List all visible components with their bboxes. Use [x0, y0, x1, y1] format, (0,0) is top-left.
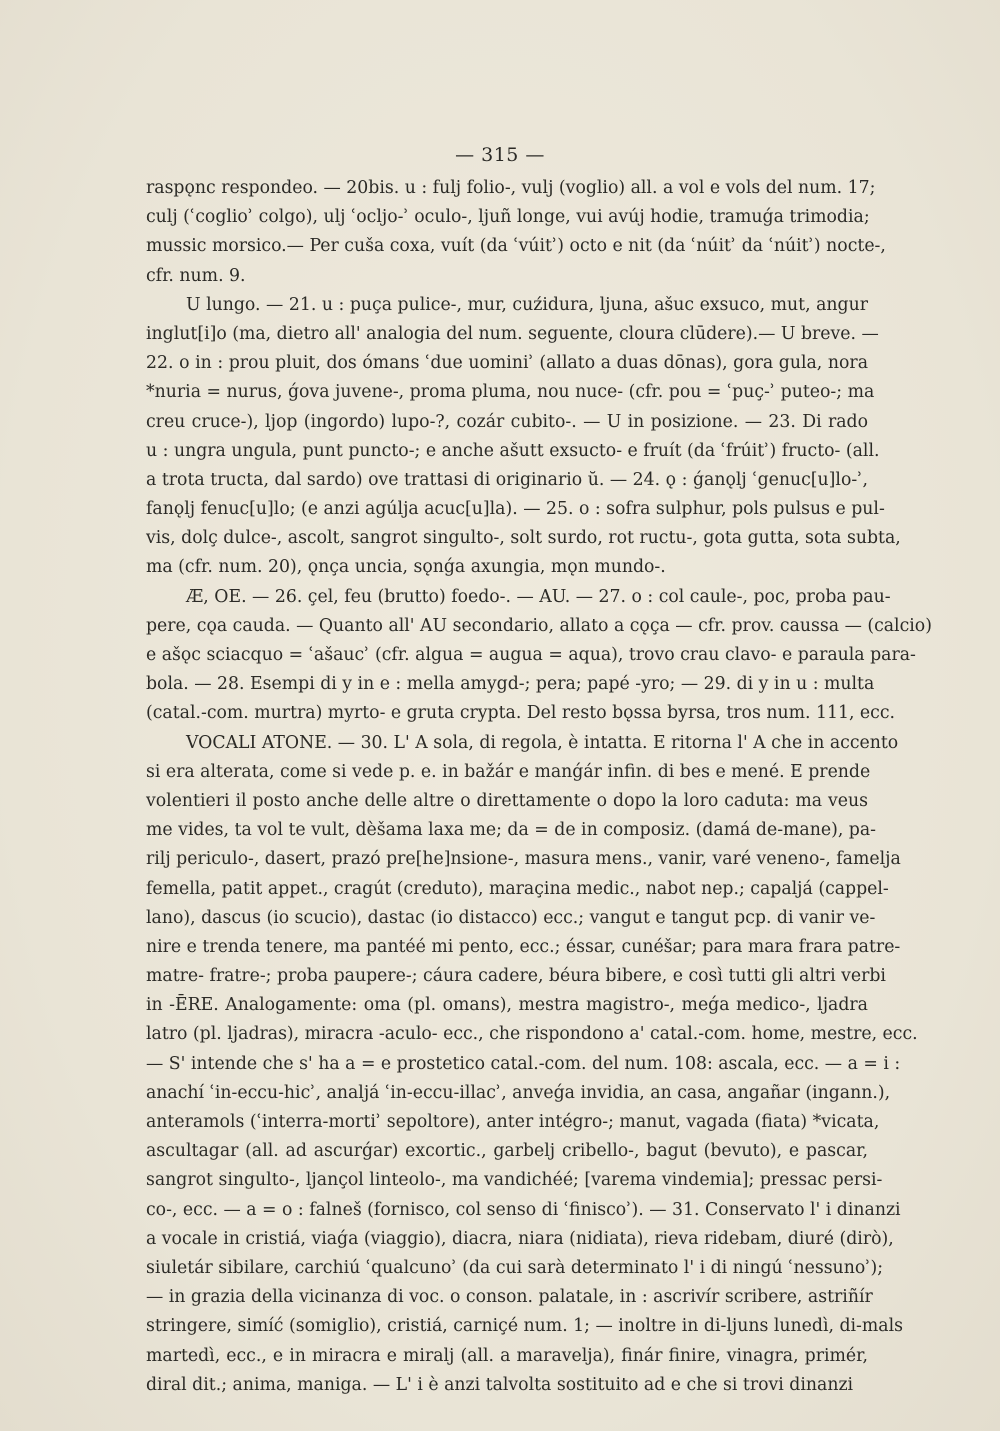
text-line: VOCALI ATONE. — 30. L' A sola, di regola, è intatta. E ritorna l' A che in accento	[186, 732, 899, 753]
text-line: u : ungra ungula, punt puncto-; e anche ašutt exsucto- e fruít (da ʿfrúitʾ) fructo- (all.	[146, 440, 880, 461]
text-line: pere, cǫa cauda. — Quanto all' AU secondario, allato a cǫça — cfr. prov. caussa — (calcio)	[146, 615, 932, 636]
text-line: volentieri il posto anche delle altre o direttamente o dopo la loro caduta: ma veus	[146, 790, 868, 811]
text-line: *nuria = nurus, ǵova juvene-, proma pluma, nou nuce- (cfr. pou = ʿpuç-ʾ puteo-; ma	[146, 382, 875, 403]
text-line: si era alterata, come si vede p. e. in bažár e manǵár infin. di bes e mené. E prende	[146, 761, 871, 782]
text-line: in -ĒRE. Analogamente: oma (pl. omans), mestra magistro-, meǵa medico-, ljadra	[146, 995, 868, 1016]
text-line: siuletár sibilare, carchiú ʿqualcunoʾ (da cui sarà determinato l' i di ningú ʿnessunoʾ);	[146, 1257, 884, 1278]
body-text	[146, 174, 932, 1400]
text-line: fanǫlj fenuc[u]lo; (e anzi agúlja acuc[u]la). — 25. o : sofra sulphur, pols pulsus e pul-	[146, 499, 885, 520]
text-line: culj (ʿcoglioʾ colgo), ulj ʿocljo-ʾ oculo-, ljuñ longe, vui avúj hodie, tramuǵa trimodia;	[146, 207, 870, 228]
text-line: stringere, simíć (somiglio), cristiá, carniçé num. 1; — inoltre in di-ljuns lunedì, di-mals	[146, 1316, 903, 1337]
text-line: — S' intende che s' ha a = e prostetico catal.-com. del num. 108: ascala, ecc. — a = i :	[146, 1053, 901, 1074]
text-line: a trota tructa, dal sardo) ove trattasi di originario ŭ. — 24. ǫ : ǵanǫlj ʿgenuc[u]lo-ʾ,	[146, 469, 868, 490]
text-line: latro (pl. ljadras), miracra -aculo- ecc., che rispondono a' catal.-com. home, mestre, ecc.	[146, 1024, 918, 1045]
text-line: vis, dolç dulce-, ascolt, sangrot singulto-, solt surdo, rot ructu-, gota gutta, sota subta,	[146, 528, 901, 549]
text-line: raspǫnc respondeo. — 20bis. u : fulj folio-, vulj (voglio) all. a vol e vols del num. 17;	[146, 178, 876, 198]
text-line: martedì, ecc., e in miracra e miralj (all. a maravelja), finár finire, vinagra, primér,	[146, 1345, 868, 1366]
text-line: cfr. num. 9.	[146, 265, 246, 286]
text-line: sangrot singulto-, ljançol linteolo-, ma vandichéé; [varema vindemia]; pressac persi-	[146, 1170, 883, 1191]
text-line: nire e trenda tenere, ma pantéé mi pento, ecc.; éssar, cunéšar; para mara frara patre-	[146, 936, 901, 957]
text-line: diral dit.; anima, maniga. — L' i è anzi talvolta sostituito ad e che si trovi dinanzi	[146, 1374, 854, 1395]
text-line: ma (cfr. num. 20), ǫnça uncia, sǫnǵa axungia, mǫn mundo-.	[146, 557, 666, 578]
text-line: a vocale in cristiá, viaǵa (viaggio), diacra, niara (nidiata), rieva ridebam, diuré (dirò),	[146, 1228, 894, 1249]
text-line: co-, ecc. — a = o : falneš (fornisco, col senso di ʿfiniscoʾ). — 31. Conservato l' i dinanzi	[146, 1199, 901, 1220]
text-line: (catal.-com. murtra) myrto- e gruta crypta. Del resto bǫssa byrsa, tros num. 111, ecc.	[146, 703, 896, 724]
text-line: femella, patit appet., cragút (creduto), maraçina medic., nabot nep.; capaljá (cappel-	[146, 878, 889, 899]
text-line: U lungo. — 21. u : puça pulice-, mur, cuźidura, ljuna, ašuc exsuco, mut, angur	[186, 294, 868, 315]
text-line: 22. o in : prou pluit, dos ómans ʿdue uominiʾ (allato a duas dōnas), gora gula, nora	[146, 353, 868, 374]
text-line: — in grazia della vicinanza di voc. o conson. palatale, in : ascrivír scribere, astriñír	[146, 1287, 873, 1308]
text-line: me vides, ta vol te vult, dèšama laxa me; da = de in composiz. (damá de-mane), pa-	[146, 820, 877, 841]
text-line: e ašǫc sciacquo = ʿašaucʾ (cfr. algua = augua = aqua), trovo crau clavo- e paraula para-	[146, 645, 916, 665]
text-line: bola. — 28. Esempi di y in e : mella amygd-; pera; papé -yro; — 29. di y in u : multa	[146, 674, 875, 695]
text-line: lano), dascus (io scucio), dastac (io distacco) ecc.; vangut e tangut pcp. di vanir ve-	[146, 907, 876, 928]
text-line: rilj periculo-, dasert, prazó pre[he]nsione-, masura mens., vanir, varé veneno-, famelja	[146, 849, 901, 870]
text-line: inglut[i]o (ma, dietro all' analogia del num. seguente, cloura clūdere).— U breve. —	[146, 323, 879, 344]
text-line: mussic morsico.— Per cuša coxa, vuít (da ʿvúitʾ) octo e nit (da ʿnúitʾ da ʿnúitʾ) nocte-,	[146, 236, 886, 257]
text-line: anachí ʿin-eccu-hicʾ, analjá ʿin-eccu-illacʾ, anveǵa invidia, an casa, angañar (ingann.),	[146, 1082, 891, 1103]
text-line: creu cruce-), ljop (ingordo) lupo-?, cozár cubito-. — U in posizione. — 23. Di rado	[146, 411, 868, 432]
page-number: — 315 —	[455, 144, 545, 166]
text-line: matre- fratre-; proba paupere-; cáura cadere, béura bibere, e così tutti gli altri verbi	[146, 966, 886, 987]
text-line: Æ, OE. — 26. çel, feu (brutto) foedo-. — AU. — 27. o : col caule-, poc, proba pau-	[186, 586, 891, 607]
text-line: ascultagar (all. ad ascurǵar) excortic., garbelj cribello-, bagut (bevuto), e pascar,	[146, 1141, 868, 1162]
text-line: anteramols (ʿinterra-mortiʾ sepoltore), anter intégro-; manut, vagada (fiata) *vicata,	[146, 1112, 880, 1132]
